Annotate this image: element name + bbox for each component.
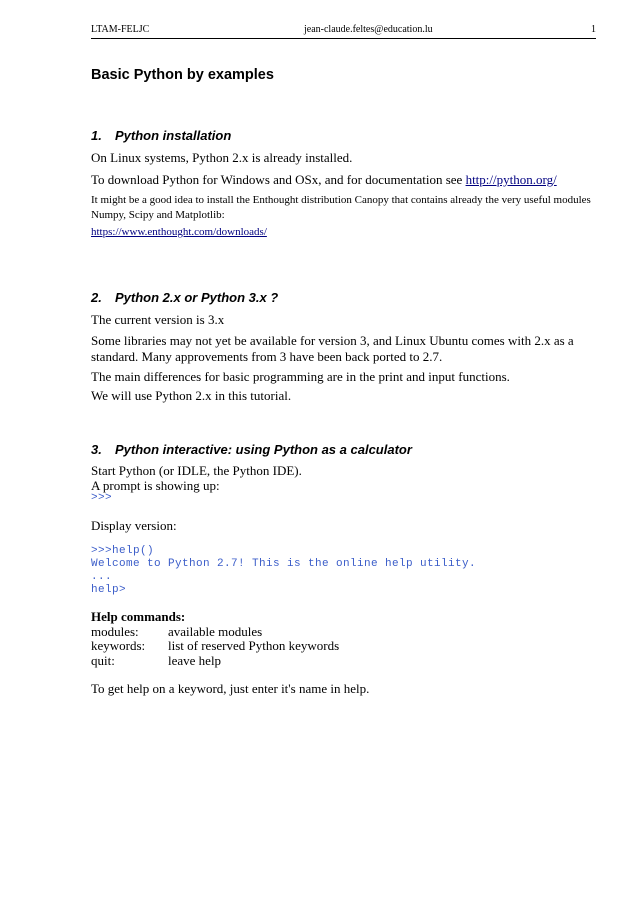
- section-1-title: Python installation: [115, 128, 232, 143]
- section-2-paragraph-1: The current version is 3.x: [91, 312, 225, 327]
- section-2-heading: [91, 290, 278, 305]
- section-2-title: Python 2.x or Python 3.x ?: [115, 290, 279, 305]
- section-3-heading: [91, 442, 412, 457]
- section-3-paragraph-3: Display version:: [91, 518, 177, 533]
- section-3-paragraph-1: Start Python (or IDLE, the Python IDE).: [91, 463, 302, 478]
- help-command-name: modules:: [91, 624, 139, 639]
- enthought-downloads-link[interactable]: https://www.enthought.com/downloads/: [91, 226, 267, 238]
- section-1-paragraph-1: On Linux systems, Python 2.x is already installed.: [91, 150, 353, 165]
- section-3-paragraph-2: A prompt is showing up:: [91, 478, 220, 493]
- code-line-3: ...: [91, 571, 113, 583]
- section-1-paragraph-3-line-2: Numpy, Scipy and Matplotlib:: [91, 209, 225, 221]
- help-command-row: [91, 638, 491, 654]
- header-email: jean-claude.feltes@education.lu: [304, 24, 433, 35]
- help-command-description: available modules: [168, 624, 263, 639]
- section-1-paragraph-2-text: To download Python for Windows and OSx, and for documentation see: [91, 172, 466, 187]
- section-2-paragraph-2-line-1: Some libraries may not yet be available for version 3, and Linux Ubuntu comes with 2.x as a: [91, 333, 574, 348]
- page-title: Basic Python by examples: [91, 67, 274, 83]
- help-command-description: list of reserved Python keywords: [168, 638, 340, 653]
- section-3-number: 3.: [91, 442, 102, 457]
- help-command-row: [91, 653, 491, 669]
- code-line-1: >>>help(): [91, 545, 155, 557]
- header-page-number: 1: [591, 24, 596, 35]
- python-prompt: >>>: [91, 492, 113, 504]
- section-1-paragraph-3: [91, 193, 601, 223]
- section-2-paragraph-3: The main differences for basic programming are in the print and input functions.: [91, 369, 510, 384]
- section-2-paragraph-2-line-2: standard. Many approvements from 3 have been back ported to 2.7.: [91, 349, 443, 364]
- python-org-link[interactable]: http://python.org/: [465, 172, 557, 187]
- section-2-paragraph-4: We will use Python 2.x in this tutorial.: [91, 388, 292, 403]
- section-3-title: Python interactive: using Python as a calculator: [115, 442, 412, 457]
- section-1-heading: [91, 128, 231, 143]
- section-1-paragraph-2: [91, 172, 557, 188]
- section-2-number: 2.: [91, 290, 102, 305]
- help-commands-heading: Help commands:: [91, 609, 186, 624]
- page-header: [91, 24, 596, 39]
- help-command-description: leave help: [168, 653, 222, 668]
- code-line-4: help>: [91, 584, 127, 596]
- help-command-name: quit:: [91, 653, 115, 668]
- section-1-paragraph-3-line-1: It might be a good idea to install the Enthought distribution Canopy that contains already the very useful modules: [91, 194, 591, 206]
- help-command-name: keywords:: [91, 638, 146, 653]
- section-3-paragraph-4: To get help on a keyword, just enter it's name in help.: [91, 681, 370, 696]
- code-line-2: Welcome to Python 2.7! This is the online help utility.: [91, 558, 477, 570]
- header-left: LTAM-FELJC: [91, 24, 150, 35]
- section-1-number: 1.: [91, 128, 102, 143]
- section-1-link-line: [91, 225, 267, 240]
